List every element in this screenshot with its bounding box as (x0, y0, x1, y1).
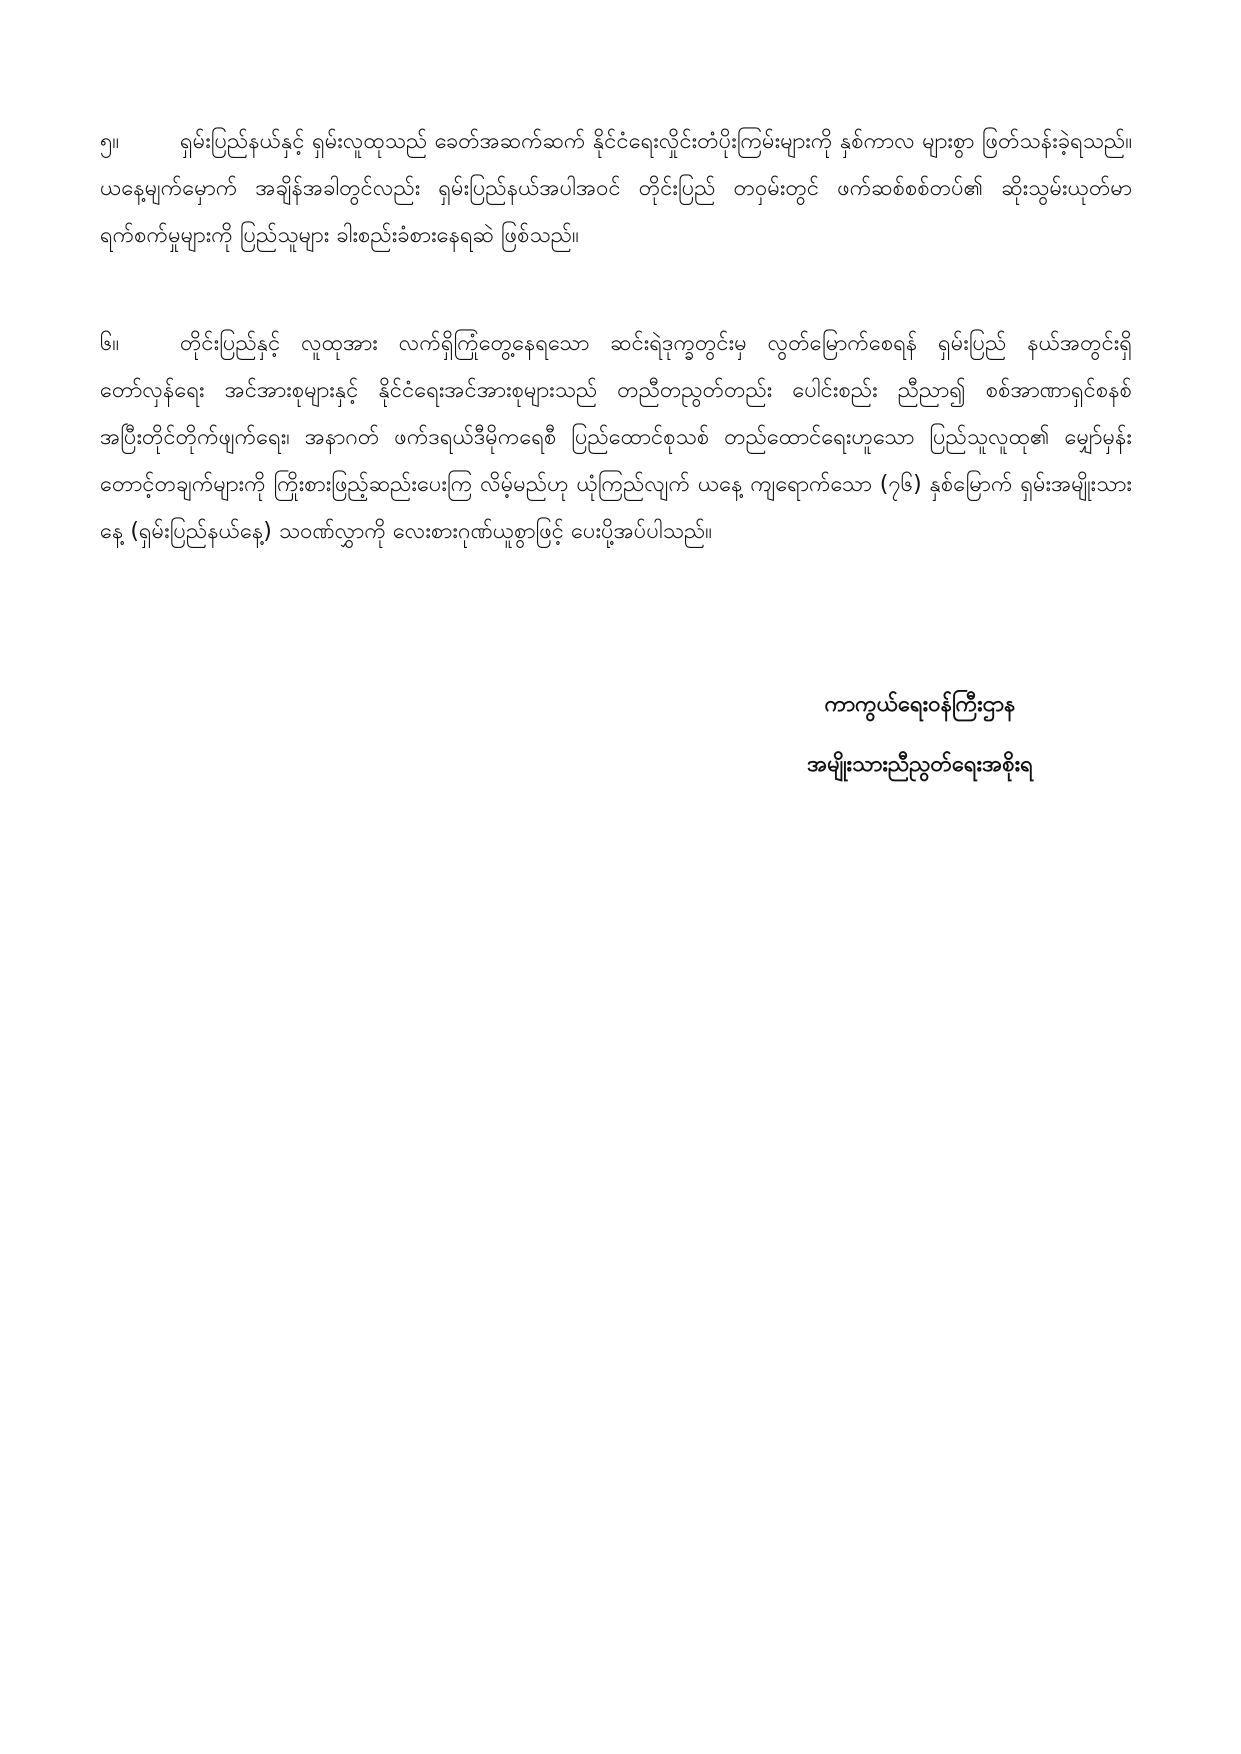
paragraph-number: ၆။ (100, 331, 120, 356)
paragraph-6 (100, 320, 1132, 555)
paragraph-5 (100, 118, 1132, 259)
paragraph-number: ၅။ (100, 129, 120, 154)
paragraph-text: တိုင်းပြည်နှင့် လူထုအား လက်ရှိကြုံတွေ့နေရသော ဆင်းရဲဒုက္ခတွင်းမှ လွတ်မြောက်စေရန် ရှမ်းပြည် နယ်အတွင်းရှိ တော်လှန်ရေး အင်အားစုများနှင့် နိုင်ငံရေးအင်အားစုများသည် တညီတညွတ်တည်း ပေါင်းစည်း ညီညာ၍ စစ်အာဏာရှင်စနစ် အပြီးတိုင်တိုက်ဖျက်ရေး၊ အနာဂတ် ဖက်ဒရယ်ဒီမိုကရေစီ ပြည်ထောင်စုသစ် တည်ထောင်ရေးဟူသော ပြည်သူလူထု၏ မျှော်မှန်းတောင့်တချက်များကို ကြိုးစားဖြည့်ဆည်းပေးကြ လိမ့်မည်ဟု ယုံကြည်လျက် ယနေ့ ကျရောက်သော (၇၆) နှစ်မြောက် ရှမ်းအမျိုးသားနေ့ (ရှမ်းပြည်နယ်နေ့) သဝဏ်လွှာကို လေးစားဂုဏ်ယူစွာဖြင့် ပေးပို့အပ်ပါသည်။ (100, 331, 1132, 544)
signature-ministry: ကာကွယ်ရေးဝန်ကြီးဌာန (824, 692, 1016, 717)
paragraph-text: ရှမ်းပြည်နယ်နှင့် ရှမ်းလူထုသည် ခေတ်အဆက်ဆက် နိုင်ငံရေးလှိုင်းတံပိုးကြမ်းများကို နှစ်ကာလ များစွာ ဖြတ်သန်းခဲ့ရသည်။ ယနေ့မျက်မှောက် အချိန်အခါတွင်လည်း ရှမ်းပြည်နယ်အပါအဝင် တိုင်းပြည် တဝှမ်းတွင် ဖက်ဆစ်စစ်တပ်၏ ဆိုးသွမ်းယုတ်မာ ရက်စက်မှုများကို ပြည်သူများ ခါးစည်းခံစားနေရဆဲ ဖြစ်သည်။ (100, 129, 1132, 248)
signature-government: အမျိုးသားညီညွတ်ရေးအစိုးရ (807, 752, 1033, 777)
